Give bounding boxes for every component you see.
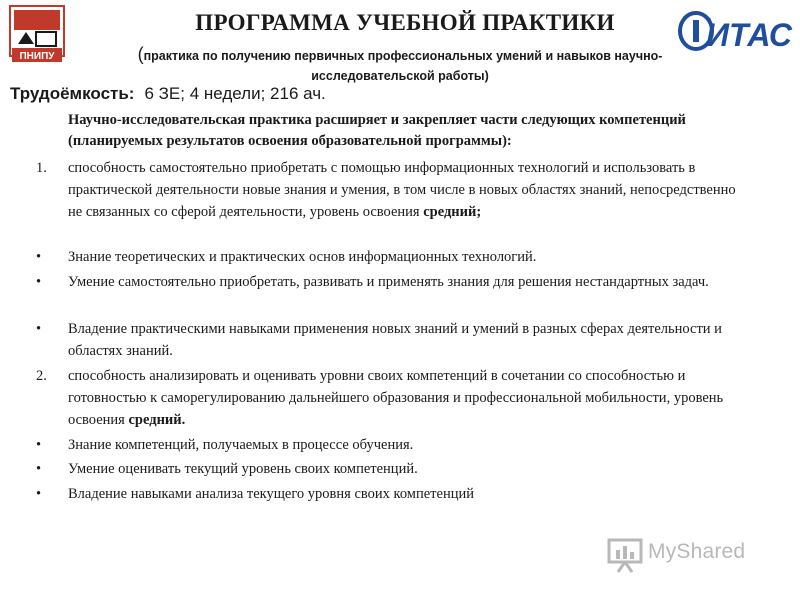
presentation-icon bbox=[606, 536, 646, 574]
labor-label: Трудоёмкость: bbox=[10, 84, 135, 103]
watermark-text: MyShared bbox=[648, 540, 746, 563]
list-item-text: Владение практическими навыками применения новых знаний и умений в разных сферах деятельности и областях знаний. bbox=[68, 321, 722, 359]
list-item bbox=[36, 318, 756, 362]
list-item bbox=[36, 246, 746, 268]
list-item-bold: средний; bbox=[423, 204, 482, 220]
bullet-marker: • bbox=[36, 274, 42, 290]
list-marker: 2. bbox=[36, 368, 47, 384]
list-marker: 1. bbox=[36, 160, 47, 176]
competencies-intro: Научно-исследовательская практика расширяет и закрепляет части следующих компетенций (планируемых результатов освоения образовательной программы): bbox=[68, 112, 686, 149]
itas-logo-text: ИТАС bbox=[706, 17, 792, 53]
labor-intensity bbox=[10, 84, 326, 104]
list-item bbox=[36, 434, 746, 456]
subtitle-close-paren: ) bbox=[484, 69, 489, 83]
bullet-marker: • bbox=[36, 437, 42, 453]
list-item bbox=[36, 271, 716, 293]
list-item bbox=[36, 157, 746, 223]
list-item bbox=[36, 483, 746, 505]
list-item-text: Знание теоретических и практических основ информационных технологий. bbox=[68, 249, 537, 265]
list-item-text: способность самостоятельно приобретать с помощью информационных технологий и использовать в практической деятельности новые знания и умения, в том числе в новых областях знаний, непосредственно не связанных со сферой деятельности, уровень освоения bbox=[68, 160, 736, 220]
labor-value: 6 ЗЕ; 4 недели; 216 ач. bbox=[144, 84, 326, 103]
bullet-marker: • bbox=[36, 249, 42, 265]
bullet-marker: • bbox=[36, 486, 42, 502]
list-item-text: Умение самостоятельно приобретать, развивать и применять знания для решения нестандартных задач. bbox=[68, 274, 709, 290]
list-item-text: Умение оценивать текущий уровень своих компетенций. bbox=[68, 461, 418, 477]
list-item bbox=[36, 458, 746, 480]
page-subtitle bbox=[80, 44, 720, 86]
list-item-text: способность анализировать и оценивать уровни своих компетенций в сочетании со способностью и готовностью к саморегулированию дальнейшего образования и профессиональной мобильности, уровень освоения bbox=[68, 368, 724, 428]
subtitle-text: практика по получению первичных профессиональных умений и навыков научно-исследовательской работы bbox=[143, 49, 663, 83]
list-item-bold: средний. bbox=[128, 412, 186, 428]
pnipu-logo bbox=[8, 4, 66, 66]
list-item-text: Знание компетенций, получаемых в процессе обучения. bbox=[68, 437, 414, 453]
list-item bbox=[36, 365, 756, 431]
myshared-watermark bbox=[606, 536, 776, 574]
bullet-marker: • bbox=[36, 461, 42, 477]
subtitle-open-paren: ( bbox=[137, 44, 144, 64]
pnipu-logo-text: ПНИПУ bbox=[19, 51, 55, 62]
list-item-text: Владение навыками анализа текущего уровня своих компетенций bbox=[68, 486, 474, 502]
bullet-marker: • bbox=[36, 321, 42, 337]
page-title: ПРОГРАММА УЧЕБНОЙ ПРАКТИКИ bbox=[195, 10, 615, 35]
